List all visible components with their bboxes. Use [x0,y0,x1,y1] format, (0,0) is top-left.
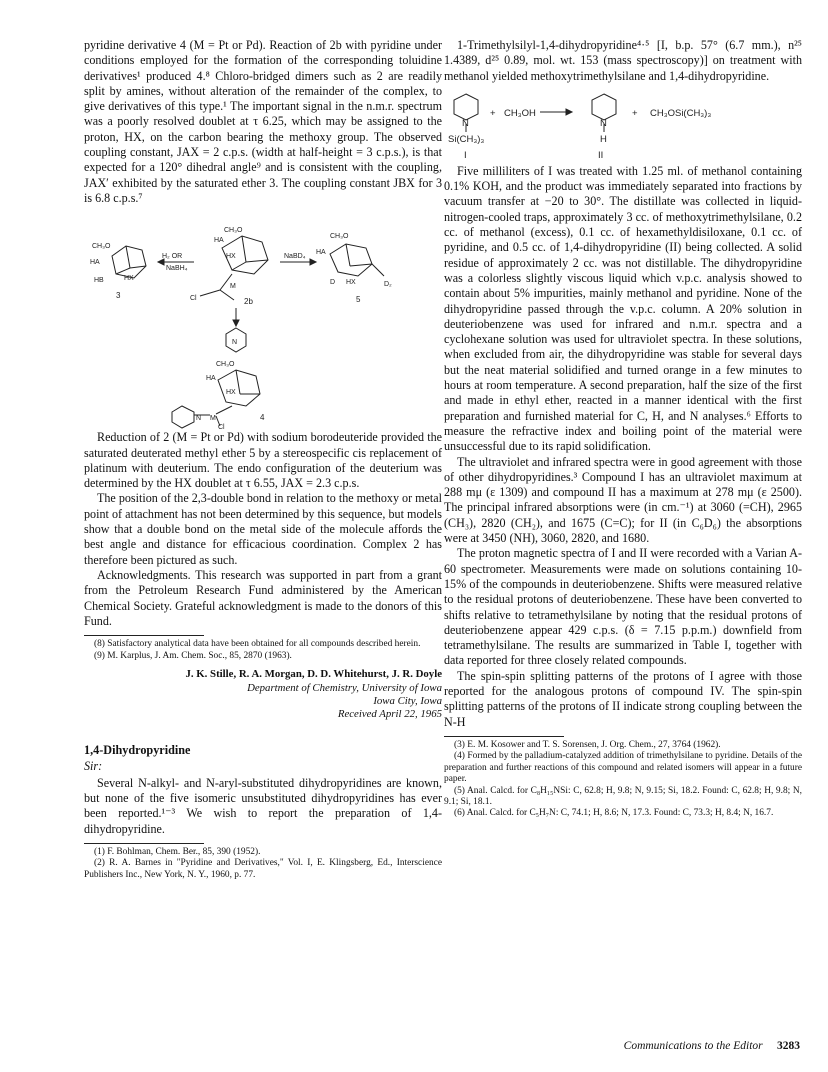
paragraph: Several N-alkyl- and N-aryl-substituted dihydropyridines are known, but none of the five isomeric unsubstituted dihydropyridines has ever been reported.¹⁻³ We wish to report the preparation of 1,4-dihydropyridine. [84,775,442,836]
hx-label: HX [124,275,134,283]
affiliation: Department of Chemistry, University of Iowa [247,682,442,695]
d-label: D [330,279,336,287]
right-column [444,38,802,820]
sime3-label: Si(CH₃)₃ [448,133,485,145]
reagent-label: NaBH₄ [166,265,188,273]
footnote: (6) Anal. Calcd. for C₅H₇N: C, 74.1; H, 8.6; N, 17.3. Found: C, 73.3; H, 8.4; N, 16.7. [454,808,774,819]
footnote: (4) Formed by the palladium-catalyzed addition of trimethylsilane to pyridine. Details of the preparation and further reactions of this compound and related isomers will appear in a future paper. [444,751,802,785]
footnote: (5) Anal. Calcd. for C₈H₁₅NSi: C, 62.8; H, 9.8; N, 9.15; Si, 18.2. Found: C, 62.8; H, 9.8; N, 9.1; Si, 18.1. [444,785,802,807]
ha-label: HA [206,375,216,383]
och3-label: CH₃O [216,361,235,369]
page-footer [440,1040,800,1052]
paragraph: The position of the 2,3-double bond in relation to the methoxy or metal point of attachment has not been determined by this sequence, but models show that a double bond on the metal side of the molecule affords the best angle and distance for efficacious coordination. Complex 2 has therefore been pictured as such. [84,491,442,567]
compound-label-3: 3 [116,291,121,301]
compound-label-4: 4 [260,413,265,423]
paragraph: The proton magnetic spectra of I and II were recorded with a Varian A-60 spectrometer. Measurements were made on solutions containing 10-15% of the compounds in deuteriobenzene. Shifts were measured relative to the residual protons of deuteriobenzene. These have been converted to shifts relative to tetramethylsilane by noting that the residual protons of deuteriobenzene appear 429 c.p.s. (δ = 7.15 p.p.m.) downfield from tetramethylsilane. The results are summarized in Table I, together with data reported for three closely related compounds. [444,546,802,668]
n-label: N [196,415,202,423]
section-name: Communications to the Editor [623,1040,763,1052]
structure-2b [200,236,268,300]
metal-label: M [230,283,236,291]
structure-4 [172,370,260,431]
paragraph: pyridine derivative 4 (M = Pt or Pd). Reaction of 2b with pyridine under conditions employed for the formation of the corresponding toluidine derivatives¹ produced 4.⁸ Chloro-bridged dimers such as 2 are readily split by amines, without alteration of the remainder of the complex, to give derivatives of this type.¹ The important signal in the n.m.r. spectrum was a poorly resolved doublet at τ 6.25, which may be assigned to the proton, HX, on the carbon bearing the methoxy group. The observed coupling constant, JAX = 2 c.p.s. (width at half-height = 3 c.p.s.), is that expected for a 120° dihedral angle⁹ and is consistent with the coupling, JAX′ exhibited by the saturated ether 3. The coupling constant JBX for 3 is 6.8 c.p.s.⁷ [84,38,442,205]
hx-label: HX [346,279,356,287]
authors: J. K. Stille, R. A. Morgan, D. D. Whitehurst, J. R. Doyle [185,667,442,680]
product-label: CH₃OSi(CH₃)₃ [650,107,712,119]
compound-label-II: II [598,149,604,161]
och3-label: CH₃O [92,243,111,251]
reagent-label: NaBD₄ [284,253,306,261]
ha-label: HA [316,249,326,257]
metal-label: M [210,415,216,423]
structure-5 [330,244,384,276]
article-title: 1,4-Dihydropyridine [84,743,191,758]
footnote: (9) M. Karplus, J. Am. Chem. Soc., 85, 2870 (1963). [94,650,292,661]
paragraph: 1-Trimethylsilyl-1,4-dihydropyridine⁴·⁵ [I, b.p. 57° (6.7 mm.), n²⁵ 1.4389, d²⁵ 0.89, mol. wt. 153 (mass spectroscopy)] on treatment with methanol yielded methoxytrimethylsilane and 1,4-dihydropyridine. [444,38,802,83]
footnote-rule [444,736,564,737]
compound-label-5: 5 [356,295,361,305]
d2-label: D₂ [384,281,392,289]
och3-label: CH₃O [224,227,243,235]
page-number: 3283 [777,1040,800,1052]
structure-3 [112,246,146,278]
hx-label: HX [226,389,236,397]
affiliation-city: Iowa City, Iowa [373,695,442,708]
hx-label: HX [226,253,236,261]
paragraph: The spin-spin splitting patterns of the protons of I agree with those reported for the analogous protons of compound IV. The spin-spin splitting patterns of the protons of II indicate strong coupling between the N-H [444,668,802,729]
compound-label-2b: 2b [244,297,253,307]
ha-label: HA [214,237,224,245]
cl-label: Cl [190,295,197,303]
paragraph: Five milliliters of I was treated with 1.25 ml. of methanol containing 0.1% KOH, and the product was immediately separated into fractions by vacuum transfer at −20 to 30°. The distillate was collected in liquid-nitrogen-cooled traps, approximately 3 cc. of methoxytrimethylsilane, 0.2 cc. of methanol (excess), 0.1 cc. of hexamethyldisiloxane, 0.1 cc. of pyridine, and 0.5 cc. of 1,4-dihydropyridine (II) being collected. A solid residue of approximately 2 cc. was not distillable. The dihydropyridine was a colorless slightly viscous liquid which v.p.c. analysis showed to contain about 5% impurities, mainly methanol and pyridine. None of the dihydropyridine passed through the v.p.c. column. A 20% solution in deuteriobenzene was used for infrared and n.m.r. spectra and a cyclohexane solution was used for ultraviolet spectra. In these solutions, when excluded from air, the dihydropyridine was stable for several days but the neat material solidified and turned orange in a few minutes to hours at room temperature. A second preparation, half the size of the first and made in ethyl ether, reacted in a manner identical with the first preparation and furnished material for C, H, and N analyses.⁶ Efforts to measure the refractive index and boiling point of the material were unsuccessful due to its rapid solidification. [444,163,802,454]
och3-label: CH₃O [330,233,349,241]
hb-label: HB [94,277,104,285]
left-column [84,38,442,881]
cl-label: Cl [218,424,225,431]
plus-sign: + [632,107,638,119]
n-label: N [232,339,238,347]
footnote: (2) R. A. Barnes in "Pyridine and Derivatives," Vol. I, E. Klingsberg, Ed., Interscience Publishers Inc., New York, N. Y., 1960, p. 77. [84,858,442,880]
acknowledgments: Acknowledgments. This research was supported in part from a grant from the Petroleum Research Fund administered by the American Chemical Society. Grateful acknowledgment is made to the donors of this Fund. [84,567,442,628]
paragraph: The ultraviolet and infrared spectra were in good agreement with those of other dihydropyridines.³ Compound I has an ultraviolet maximum at 288 mμ (ε 1309) and compound II has a maximum at 278 mμ (ε 2500). The principal infrared absorptions were (in cm.⁻¹) at 3060 (=CH), 2965 (CH₃), 2820 (CH₂), and 1675 (C=C); for II (in C₆D₆) the absorptions were at 3450 (NH), 3060, 2820, and 1680. [444,454,802,546]
h-label: H [600,133,607,145]
compound-label-I: I [464,149,467,161]
footnote-rule [84,635,204,636]
reagent-label: H₂ OR [162,253,183,261]
ha-label: HA [90,259,100,267]
paragraph: Reduction of 2 (M = Pt or Pd) with sodium borodeuteride provided the saturated deuterated methyl ether 5 by a stereospecific cis replacement of platinum with deuterium. The endo configuration of the deuterium was determined by the HX doublet at τ 6.55, JAX = 2.3 c.p.s. [84,430,442,491]
footnote: (3) E. M. Kosower and T. S. Sorensen, J. Org. Chem., 27, 3764 (1962). [454,739,721,750]
salutation: Sir: [84,758,103,773]
footnote: (8) Satisfactory analytical data have been obtained for all compounds described herein. [94,639,421,650]
methanol-label: CH₃OH [504,107,536,119]
n-label: N [600,117,607,129]
footnote-rule [84,843,204,844]
reaction-equation [444,88,802,162]
reaction-scheme [84,208,442,430]
n-label: N [462,117,469,129]
plus-sign: + [490,107,496,119]
received-date: Received April 22, 1965 [337,708,442,721]
footnote: (1) F. Bohlman, Chem. Ber., 85, 390 (1952). [94,847,261,858]
